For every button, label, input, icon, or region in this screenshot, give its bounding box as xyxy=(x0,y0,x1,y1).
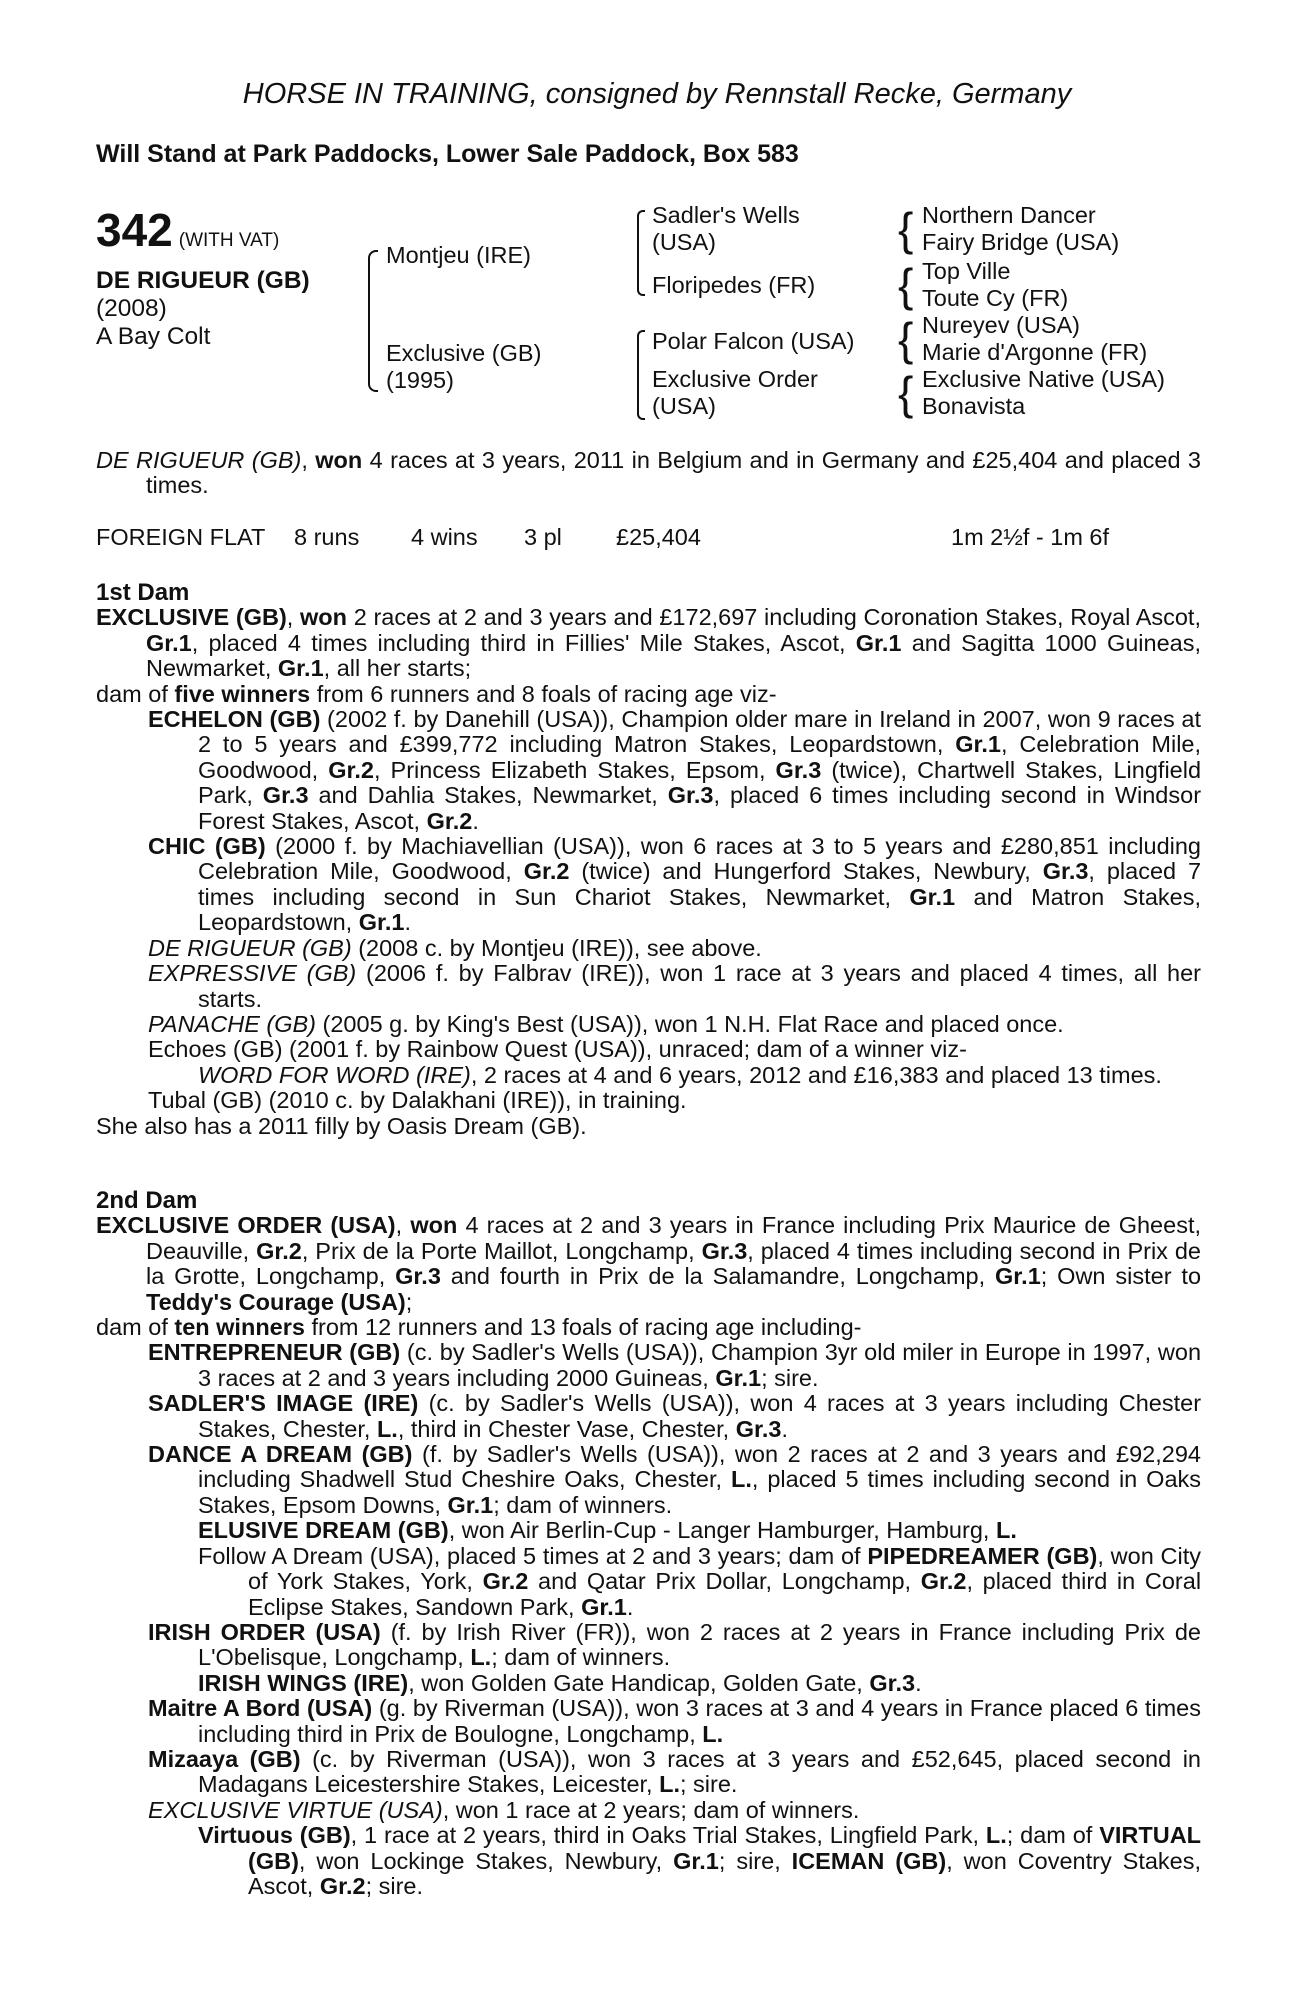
pedigree-sd-sire: Top Ville xyxy=(922,258,1011,284)
second-dam-produce-summary: dam of ten winners from 12 runners and 13 foals of racing age including- xyxy=(96,1314,862,1341)
second-dam-record: EXCLUSIVE ORDER (USA), won 4 races at 2 and 3 years in France including Prix Maurice de Gheest, Deauville, Gr.2, Prix de la Porte Maillot, Longchamp, Gr.3, placed 4 times including second in Prix de la Grotte, Longchamp, Gr.3 and fourth in Prix de la Salamandre, Longchamp, Gr.1; Own sister to Teddy's Courage (USA); xyxy=(96,1212,1202,1315)
produce-virtuous: Virtuous (GB), 1 race at 2 years, third in Oaks Trial Stakes, Lingfield Park, L.; dam of VIRTUAL (GB), won Lockinge Stakes, Newbury, Gr.1; sire, ICEMAN (GB), won Coventry Stakes, Ascot, Gr.2; sire. xyxy=(198,1822,1202,1899)
produce-chic: CHIC (GB) (2000 f. by Machiavellian (USA)), won 6 races at 3 to 5 years and £280,851 including Celebration Mile, Goodwood, Gr.2 (twice) and Hungerford Stakes, Newbury, Gr.3, placed 7 times including second in Sun Chariot Stakes, Newmarket, Gr.1 and Matron Stakes, Leopardstown, Gr.1. xyxy=(148,833,1202,936)
race-record-wins: 4 wins xyxy=(411,524,478,550)
summary-paragraph: DE RIGUEUR (GB), won 4 races at 3 years, 2011 in Belgium and in Germany and £25,404 and placed 3 times. xyxy=(96,447,1201,499)
pedigree-ss-dam: Fairy Bridge (USA) xyxy=(922,229,1120,255)
produce-irish-order: IRISH ORDER (USA) (f. by Irish River (FR)), won 2 races at 2 years in France including Prix de L'Obelisque, Longchamp, L.; dam of winners. xyxy=(148,1618,1201,1671)
pedigree-brace-dam xyxy=(637,330,645,420)
pedigree-dd-sire: Exclusive Native (USA) xyxy=(922,366,1165,392)
pedigree-brace-3b: { xyxy=(898,259,914,311)
produce-irish-wings: IRISH WINGS (IRE), won Golden Gate Handicap, Golden Gate, Gr.3. xyxy=(198,1669,922,1696)
pedigree-dam-dam-line2: (USA) xyxy=(652,393,716,419)
first-dam-record: EXCLUSIVE (GB), won 2 races at 2 and 3 years and £172,697 including Coronation Stakes, Royal Ascot, Gr.1, placed 4 times including third in Fillies' Mile Stakes, Ascot, Gr.1 and Sagitta 1000 Guineas, Newmarket, Gr.1, all her starts; xyxy=(96,604,1202,682)
race-record-placed: 3 pl xyxy=(524,524,562,550)
race-record-earnings: £25,404 xyxy=(616,524,701,550)
lot-description: A Bay Colt xyxy=(96,323,211,350)
produce-de-rigueur: DE RIGUEUR (GB) (2008 c. by Montjeu (IRE)), see above. xyxy=(148,934,762,961)
produce-follow-a-dream: Follow A Dream (USA), placed 5 times at 2 and 3 years; dam of PIPEDREAMER (GB), won City of York Stakes, York, Gr.2 and Qatar Prix Dollar, Longchamp, Gr.2, placed third in Coral Eclipse Stakes, Sandown Park, Gr.1. xyxy=(198,1542,1202,1620)
pedigree-sire-sire-line1: Sadler's Wells xyxy=(652,202,800,228)
first-dam-name: EXCLUSIVE (GB) xyxy=(96,604,287,631)
first-dam-heading: 1st Dam xyxy=(96,579,190,606)
first-dam-section xyxy=(96,580,1201,1139)
pedigree-sire: Montjeu (IRE) xyxy=(386,242,531,268)
pedigree-brace-3a: { xyxy=(898,203,914,255)
produce-expressive: EXPRESSIVE (GB) (2006 f. by Falbrav (IRE)), won 1 race at 3 years and placed 4 times, all her starts. xyxy=(148,960,1202,1012)
summary-text: 4 races at 3 years, 2011 in Belgium and in Germany and £25,404 and placed 3 times. xyxy=(146,447,1201,499)
produce-panache: PANACHE (GB) (2005 g. by King's Best (USA)), won 1 N.H. Flat Race and placed once. xyxy=(148,1010,1064,1037)
race-record-runs: 8 runs xyxy=(294,524,360,550)
pedigree-brace-3c: { xyxy=(898,313,914,365)
pedigree-ds-sire: Nureyev (USA) xyxy=(922,312,1081,338)
lot-number: 342 xyxy=(96,204,173,256)
summary-horse-name: DE RIGUEUR (GB) xyxy=(96,447,302,473)
first-dam-note: She also has a 2011 filly by Oasis Dream (GB). xyxy=(96,1112,587,1139)
produce-exclusive-virtue: EXCLUSIVE VIRTUE (USA), won 1 race at 2 years; dam of winners. xyxy=(148,1796,860,1823)
pedigree-brace-3d: { xyxy=(898,367,914,419)
second-dam-heading: 2nd Dam xyxy=(96,1187,198,1214)
first-dam-produce-summary: dam of five winners from 6 runners and 8 foals of racing age viz- xyxy=(96,680,777,707)
pedigree-dam-dam-line1: Exclusive Order xyxy=(652,366,818,392)
lot-year: (2008) xyxy=(96,295,167,322)
produce-tubal: Tubal (GB) (2010 c. by Dalakhani (IRE)), in training. xyxy=(148,1087,687,1114)
produce-entrepreneur: ENTREPRENEUR (GB) (c. by Sadler's Wells (USA)), Champion 3yr old miler in Europe in 1997, won 3 races at 2 and 3 years including 2000 Guineas, Gr.1; sire. xyxy=(148,1339,1202,1391)
second-dam-section xyxy=(96,1188,1201,1899)
pedigree-sire-dam: Floripedes (FR) xyxy=(652,272,816,298)
produce-echoes: Echoes (GB) (2001 f. by Rainbow Quest (USA)), unraced; dam of a winner viz- xyxy=(148,1036,967,1063)
produce-word-for-word: WORD FOR WORD (IRE), 2 races at 4 and 6 years, 2012 and £16,383 and placed 13 times. xyxy=(198,1061,1162,1088)
pedigree-dam-line1: Exclusive (GB) xyxy=(386,340,542,366)
summary-won: won xyxy=(315,447,363,473)
produce-sadlers-image: SADLER'S IMAGE (IRE) (c. by Sadler's Wells (USA)), won 4 races at 3 years including Chester Stakes, Chester, L., third in Chester Vase, Chester, Gr.3. xyxy=(148,1390,1202,1442)
lot-vat: (WITH VAT) xyxy=(178,230,280,251)
pedigree-dd-dam: Bonavista xyxy=(922,393,1026,419)
pedigree-dam-sire: Polar Falcon (USA) xyxy=(652,328,855,354)
pedigree-brace-main xyxy=(368,250,378,392)
race-record-label: FOREIGN FLAT xyxy=(96,524,266,550)
produce-elusive-dream: ELUSIVE DREAM (GB), won Air Berlin-Cup - Langer Hamburger, Hamburg, L. xyxy=(198,1517,1017,1544)
summary xyxy=(96,448,1201,499)
produce-maitre-a-bord: Maitre A Bord (USA) (g. by Riverman (USA)), won 3 races at 3 and 4 years in France placed 6 times including third in Prix de Boulogne, Longchamp, L. xyxy=(148,1695,1202,1747)
lot-horse-name: DE RIGUEUR (GB) xyxy=(96,267,310,294)
lot-info xyxy=(96,204,310,351)
pedigree-brace-sire xyxy=(637,210,645,296)
page-title: HORSE IN TRAINING, consigned by Rennstall Recke, Germany xyxy=(242,78,1072,110)
second-dam-name: EXCLUSIVE ORDER (USA) xyxy=(96,1212,396,1239)
produce-dance-a-dream: DANCE A DREAM (GB) (f. by Sadler's Wells (USA)), won 2 races at 2 and 3 years and £92,294 including Shadwell Stud Cheshire Oaks, Chester, L., placed 5 times including second in Oaks Stakes, Epsom Downs, Gr.1; dam of winners. xyxy=(148,1441,1202,1518)
stand-location: Will Stand at Park Paddocks, Lower Sale Paddock, Box 583 xyxy=(96,140,799,168)
pedigree-ss-sire: Northern Dancer xyxy=(922,202,1096,228)
pedigree-ds-dam: Marie d'Argonne (FR) xyxy=(922,339,1148,365)
race-record-distance: 1m 2½f - 1m 6f xyxy=(951,524,1110,550)
produce-mizaaya: Mizaaya (GB) (c. by Riverman (USA)), won 3 races at 3 years and £52,645, placed second in Madagans Leicestershire Stakes, Leicester, L.; sire. xyxy=(148,1745,1201,1798)
pedigree-dam-line2: (1995) xyxy=(386,367,454,393)
pedigree-sire-sire-line2: (USA) xyxy=(652,229,716,255)
produce-echelon: ECHELON (GB) (2002 f. by Danehill (USA)), Champion older mare in Ireland in 2007, won 9 races at 2 to 5 years and £399,772 including Matron Stakes, Leopardstown, Gr.1, Celebration Mile, Goodwood, Gr.2, Princess Elizabeth Stakes, Epsom, Gr.3 (twice), Chartwell Stakes, Lingfield Park, Gr.3 and Dahlia Stakes, Newmarket, Gr.3, placed 6 times including second in Windsor Forest Stakes, Ascot, Gr.2. xyxy=(148,706,1202,834)
pedigree-sd-dam: Toute Cy (FR) xyxy=(922,285,1069,311)
